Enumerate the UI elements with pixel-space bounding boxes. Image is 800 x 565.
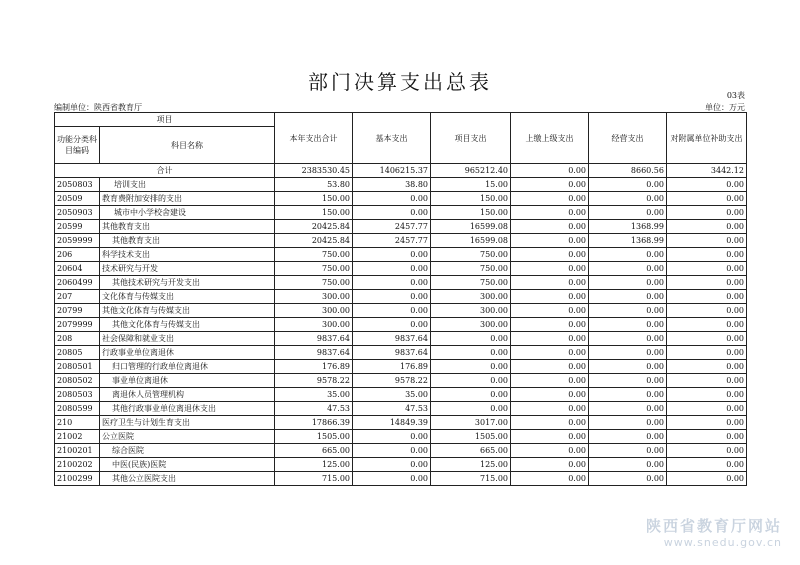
row-value: 0.00 [511, 388, 589, 402]
row-value: 0.00 [667, 472, 747, 486]
row-value: 0.00 [667, 304, 747, 318]
row-value: 0.00 [589, 402, 667, 416]
row-value: 0.00 [589, 346, 667, 360]
table-row [55, 262, 747, 276]
row-value: 0.00 [667, 290, 747, 304]
table-row [55, 472, 747, 486]
row-value: 0.00 [589, 444, 667, 458]
row-value: 0.00 [589, 430, 667, 444]
total-value: 3442.12 [667, 164, 747, 178]
row-code: 20599 [55, 220, 100, 234]
row-value: 0.00 [511, 430, 589, 444]
row-value: 0.00 [511, 178, 589, 192]
row-value: 750.00 [431, 262, 511, 276]
row-code: 2100201 [55, 444, 100, 458]
row-code: 20799 [55, 304, 100, 318]
table-body [55, 164, 747, 486]
row-value: 0.00 [511, 192, 589, 206]
row-name: 培训支出 [100, 178, 275, 192]
table-row [55, 220, 747, 234]
row-value: 0.00 [431, 374, 511, 388]
row-value: 300.00 [275, 318, 353, 332]
row-value: 35.00 [353, 388, 431, 402]
row-value: 750.00 [275, 248, 353, 262]
row-value: 750.00 [431, 248, 511, 262]
row-code: 20604 [55, 262, 100, 276]
row-code: 2080502 [55, 374, 100, 388]
row-value: 0.00 [511, 276, 589, 290]
row-value: 750.00 [431, 276, 511, 290]
row-value: 0.00 [667, 458, 747, 472]
table-row [55, 234, 747, 248]
row-name: 事业单位离退休 [100, 374, 275, 388]
row-value: 0.00 [589, 332, 667, 346]
currency-unit: 单位：万元 [705, 103, 745, 112]
row-code: 2080599 [55, 402, 100, 416]
row-value: 665.00 [275, 444, 353, 458]
row-value: 0.00 [589, 206, 667, 220]
row-value: 0.00 [511, 262, 589, 276]
header-subsidy: 对附属单位补助支出 [667, 113, 747, 164]
row-code: 208 [55, 332, 100, 346]
row-value: 0.00 [353, 458, 431, 472]
row-value: 0.00 [353, 290, 431, 304]
row-value: 0.00 [511, 374, 589, 388]
table-row [55, 318, 747, 332]
row-value: 47.53 [353, 402, 431, 416]
row-name: 行政事业单位离退休 [100, 346, 275, 360]
table-row [55, 360, 747, 374]
row-value: 0.00 [353, 444, 431, 458]
row-value: 0.00 [511, 458, 589, 472]
row-value: 665.00 [431, 444, 511, 458]
total-value: 0.00 [511, 164, 589, 178]
row-value: 0.00 [511, 346, 589, 360]
row-name: 公立医院 [100, 430, 275, 444]
row-value: 0.00 [589, 388, 667, 402]
row-code: 20509 [55, 192, 100, 206]
row-value: 0.00 [667, 206, 747, 220]
row-value: 0.00 [511, 444, 589, 458]
row-code: 2059999 [55, 234, 100, 248]
row-value: 0.00 [511, 304, 589, 318]
row-name: 其他教育支出 [100, 220, 275, 234]
table-row [55, 346, 747, 360]
row-code: 2080503 [55, 388, 100, 402]
row-value: 715.00 [275, 472, 353, 486]
row-value: 0.00 [667, 346, 747, 360]
row-value: 176.89 [275, 360, 353, 374]
row-value: 0.00 [511, 234, 589, 248]
row-value: 0.00 [353, 430, 431, 444]
row-value: 0.00 [589, 416, 667, 430]
row-value: 0.00 [353, 206, 431, 220]
row-name: 社会保障和就业支出 [100, 332, 275, 346]
row-value: 0.00 [667, 416, 747, 430]
row-code: 2079999 [55, 318, 100, 332]
table-row [55, 444, 747, 458]
expenditure-table [54, 112, 747, 486]
total-value: 8660.56 [589, 164, 667, 178]
row-value: 0.00 [589, 262, 667, 276]
row-value: 0.00 [589, 248, 667, 262]
row-value: 0.00 [589, 374, 667, 388]
row-value: 2457.77 [353, 234, 431, 248]
table-row [55, 430, 747, 444]
row-value: 0.00 [589, 360, 667, 374]
table-row [55, 332, 747, 346]
row-value: 9578.22 [353, 374, 431, 388]
row-value: 0.00 [431, 346, 511, 360]
row-code: 2050803 [55, 178, 100, 192]
table-row [55, 402, 747, 416]
table-row [55, 458, 747, 472]
row-value: 150.00 [431, 192, 511, 206]
row-value: 0.00 [667, 276, 747, 290]
row-value: 15.00 [431, 178, 511, 192]
row-value: 2457.77 [353, 220, 431, 234]
header-item: 项目 [55, 113, 275, 127]
row-value: 0.00 [511, 332, 589, 346]
row-value: 0.00 [589, 472, 667, 486]
row-value: 0.00 [589, 458, 667, 472]
total-value: 1406215.37 [353, 164, 431, 178]
row-value: 0.00 [353, 318, 431, 332]
row-value: 35.00 [275, 388, 353, 402]
row-value: 0.00 [667, 444, 747, 458]
row-code: 21002 [55, 430, 100, 444]
table-row [55, 192, 747, 206]
row-value: 715.00 [431, 472, 511, 486]
row-value: 0.00 [667, 178, 747, 192]
row-value: 0.00 [511, 360, 589, 374]
header-basic: 基本支出 [353, 113, 431, 164]
row-value: 0.00 [667, 402, 747, 416]
table-row [55, 304, 747, 318]
row-value: 47.53 [275, 402, 353, 416]
row-value: 0.00 [667, 318, 747, 332]
row-value: 0.00 [511, 206, 589, 220]
row-value: 150.00 [431, 206, 511, 220]
row-code: 2100202 [55, 458, 100, 472]
row-name: 文化体育与传媒支出 [100, 290, 275, 304]
row-code: 20805 [55, 346, 100, 360]
row-code: 206 [55, 248, 100, 262]
row-value: 38.80 [353, 178, 431, 192]
row-code: 207 [55, 290, 100, 304]
row-value: 3017.00 [431, 416, 511, 430]
row-value: 125.00 [431, 458, 511, 472]
row-value: 0.00 [589, 318, 667, 332]
row-value: 0.00 [511, 290, 589, 304]
row-value: 9837.64 [275, 346, 353, 360]
compiling-unit: 编制单位：陕西省教育厅 [54, 103, 142, 112]
site-watermark [646, 515, 782, 549]
row-name: 其他公立医院支出 [100, 472, 275, 486]
table-row [55, 276, 747, 290]
row-value: 0.00 [667, 374, 747, 388]
row-name: 其他文化体育与传媒支出 [100, 318, 275, 332]
table-row [55, 290, 747, 304]
row-name: 归口管理的行政单位离退休 [100, 360, 275, 374]
header-total: 本年支出合计 [275, 113, 353, 164]
row-value: 0.00 [511, 416, 589, 430]
row-value: 0.00 [431, 360, 511, 374]
row-value: 16599.08 [431, 234, 511, 248]
row-value: 1368.99 [589, 220, 667, 234]
row-value: 0.00 [511, 220, 589, 234]
row-name: 离退休人员管理机构 [100, 388, 275, 402]
header-business: 经营支出 [589, 113, 667, 164]
row-name: 综合医院 [100, 444, 275, 458]
row-name: 城市中小学校舍建设 [100, 206, 275, 220]
row-value: 20425.84 [275, 220, 353, 234]
table-row [55, 374, 747, 388]
row-value: 9837.64 [353, 332, 431, 346]
row-value: 0.00 [667, 332, 747, 346]
row-value: 0.00 [667, 360, 747, 374]
row-value: 1505.00 [431, 430, 511, 444]
row-value: 0.00 [667, 234, 747, 248]
table-row [55, 206, 747, 220]
row-value: 0.00 [511, 318, 589, 332]
row-value: 9837.64 [353, 346, 431, 360]
row-value: 0.00 [589, 290, 667, 304]
row-value: 0.00 [431, 402, 511, 416]
row-value: 150.00 [275, 206, 353, 220]
row-value: 0.00 [511, 472, 589, 486]
row-code: 2050903 [55, 206, 100, 220]
row-name: 其他文化体育与传媒支出 [100, 304, 275, 318]
row-code: 2080501 [55, 360, 100, 374]
row-value: 750.00 [275, 262, 353, 276]
row-value: 0.00 [431, 332, 511, 346]
row-code: 210 [55, 416, 100, 430]
row-value: 0.00 [353, 262, 431, 276]
row-value: 300.00 [275, 290, 353, 304]
row-value: 176.89 [353, 360, 431, 374]
row-value: 0.00 [667, 192, 747, 206]
header-name: 科目名称 [100, 127, 275, 164]
row-code: 2060499 [55, 276, 100, 290]
row-value: 17866.39 [275, 416, 353, 430]
watermark-title: 陕西省教育厅网站 [645, 517, 782, 535]
table-code: 03表 [726, 91, 745, 100]
total-row [55, 164, 747, 178]
row-value: 0.00 [511, 248, 589, 262]
row-value: 0.00 [589, 192, 667, 206]
row-name: 科学技术支出 [100, 248, 275, 262]
row-value: 0.00 [353, 192, 431, 206]
row-value: 0.00 [589, 276, 667, 290]
row-name: 中医(民族)医院 [100, 458, 275, 472]
row-value: 300.00 [431, 304, 511, 318]
row-value: 125.00 [275, 458, 353, 472]
row-value: 300.00 [431, 318, 511, 332]
row-value: 0.00 [667, 220, 747, 234]
total-label: 合计 [55, 164, 275, 178]
table-row [55, 248, 747, 262]
row-name: 技术研究与开发 [100, 262, 275, 276]
row-value: 9837.64 [275, 332, 353, 346]
row-value: 300.00 [275, 304, 353, 318]
row-name: 其他技术研究与开发支出 [100, 276, 275, 290]
row-value: 0.00 [667, 430, 747, 444]
row-value: 0.00 [353, 248, 431, 262]
row-name: 教育费附加安排的支出 [100, 192, 275, 206]
row-value: 0.00 [353, 304, 431, 318]
header-upper: 上缴上级支出 [511, 113, 589, 164]
row-name: 其他教育支出 [100, 234, 275, 248]
row-value: 53.80 [275, 178, 353, 192]
row-value: 9578.22 [275, 374, 353, 388]
row-value: 0.00 [431, 388, 511, 402]
header-project: 项目支出 [431, 113, 511, 164]
watermark-url: www.snedu.gov.cn [663, 536, 782, 549]
table-row [55, 388, 747, 402]
row-value: 0.00 [589, 304, 667, 318]
row-value: 150.00 [275, 192, 353, 206]
row-value: 0.00 [667, 248, 747, 262]
row-value: 1368.99 [589, 234, 667, 248]
row-value: 14849.39 [353, 416, 431, 430]
header-code: 功能分类科目编码 [55, 127, 100, 164]
row-name: 医疗卫生与计划生育支出 [100, 416, 275, 430]
row-value: 0.00 [353, 276, 431, 290]
row-value: 750.00 [275, 276, 353, 290]
row-value: 0.00 [353, 472, 431, 486]
row-value: 0.00 [667, 262, 747, 276]
row-value: 1505.00 [275, 430, 353, 444]
total-value: 965212.40 [431, 164, 511, 178]
row-name: 其他行政事业单位离退休支出 [100, 402, 275, 416]
table-row [55, 178, 747, 192]
total-value: 2383530.45 [275, 164, 353, 178]
row-value: 20425.84 [275, 234, 353, 248]
row-value: 0.00 [589, 178, 667, 192]
row-value: 300.00 [431, 290, 511, 304]
row-code: 2100299 [55, 472, 100, 486]
row-value: 0.00 [667, 388, 747, 402]
table-row [55, 416, 747, 430]
row-value: 16599.08 [431, 220, 511, 234]
row-value: 0.00 [511, 402, 589, 416]
page-title: 部门决算支出总表 [308, 70, 492, 94]
